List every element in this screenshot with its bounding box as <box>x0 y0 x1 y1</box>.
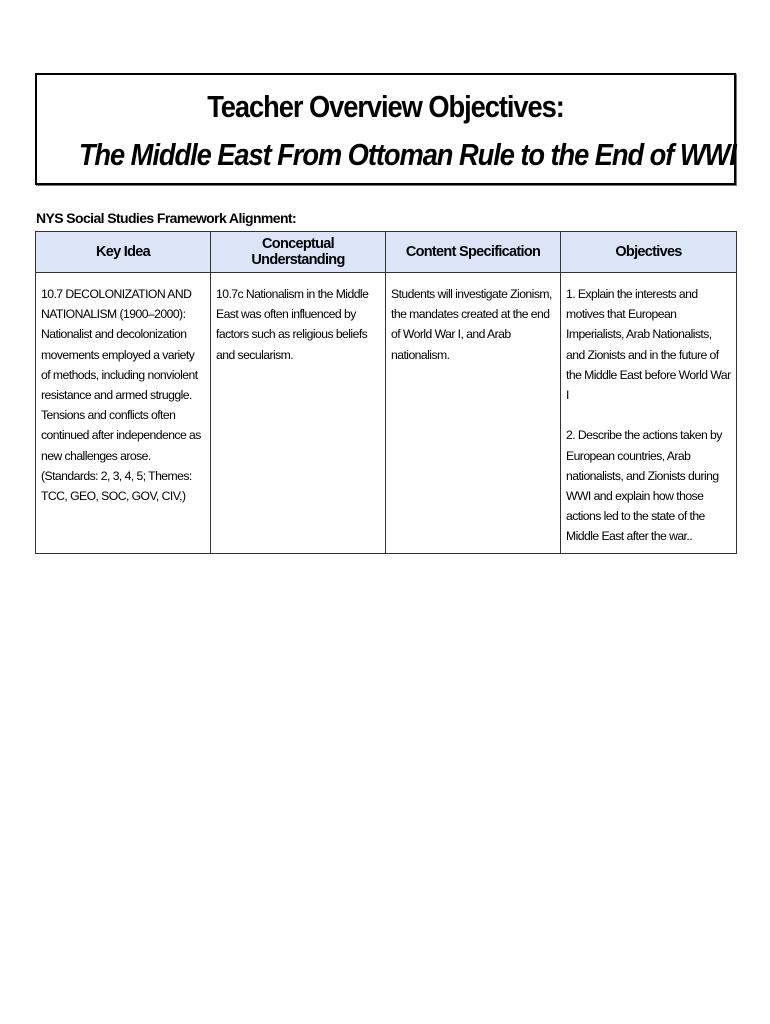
framework-alignment-label: NYS Social Studies Framework Alignment: <box>36 210 297 226</box>
cell-content-specification: Students will investigate Zionism, the mandates created at the end of World War I, and Arab nationalism. <box>386 273 561 554</box>
page-subtitle: The Middle East From Ottoman Rule to the End of WWI <box>78 137 736 172</box>
cell-objectives: 1. Explain the interests and motives that European Imperialists, Arab Nationalists, and Zionists and in the future of the Middle East before World War I 2. Describe the actions taken by European countries, Arab nationalists, and Zionists during WWI and explain how those actions led to the state of the Middle East after the war.. <box>561 273 737 554</box>
page-title: Teacher Overview Objectives: <box>207 89 564 124</box>
framework-alignment-table <box>35 231 737 554</box>
cell-key-idea: 10.7 DECOLONIZATION AND NATIONALISM (1900–2000): Nationalist and decolonization movements employed a variety of methods, including nonviolent resistance and armed struggle. Tensions and conflicts often continued after independence as new challenges arose. (Standards: 2, 3, 4, 5; Themes: TCC, GEO, SOC, GOV, CIV,) <box>36 273 211 554</box>
table-row <box>36 273 737 554</box>
header-content-specification: Content Specification <box>386 232 561 273</box>
header-objectives: Objectives <box>561 232 737 273</box>
title-box <box>35 73 736 185</box>
table-header-row <box>36 232 737 273</box>
header-key-idea: Key Idea <box>36 232 211 273</box>
cell-conceptual-understanding: 10.7c Nationalism in the Middle East was often influenced by factors such as religious beliefs and secularism. <box>211 273 386 554</box>
header-conceptual-understanding: Conceptual Understanding <box>211 232 386 273</box>
